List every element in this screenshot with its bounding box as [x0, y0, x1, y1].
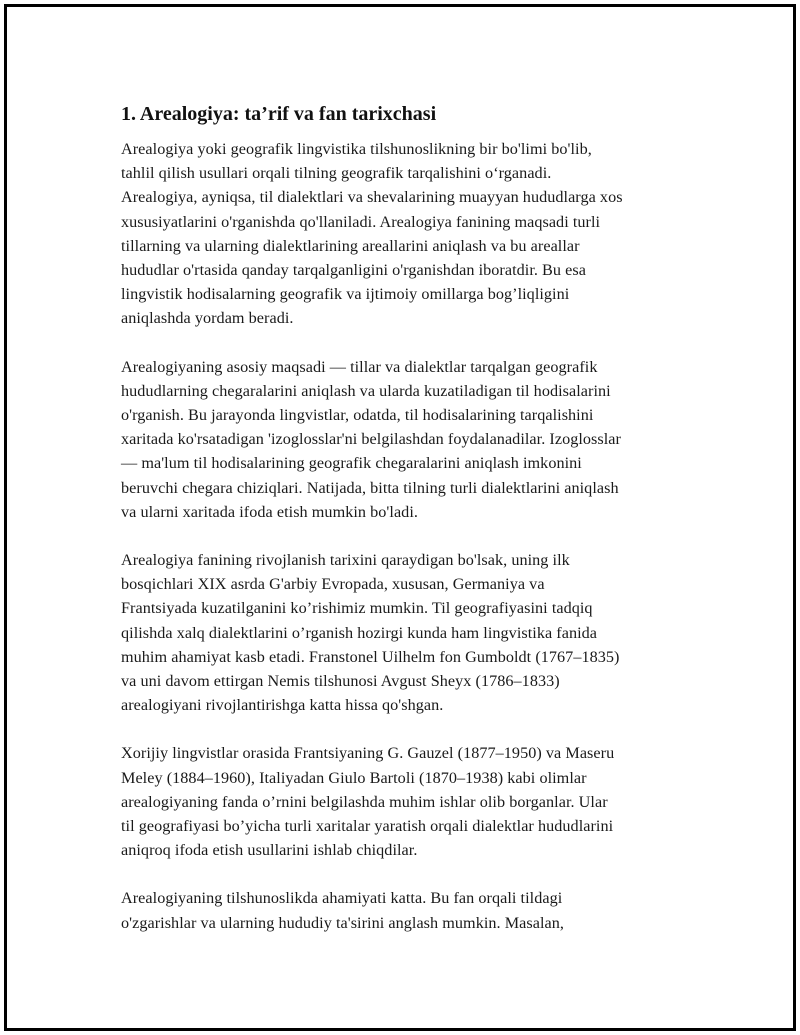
- text-line: qilishda xalq dialektlarini o’rganish hozirgi kunda ham lingvistika fanida: [121, 623, 598, 642]
- text-line: muhim ahamiyat kasb etadi. Franstonel Uilhelm fon Gumboldt (1767–1835): [121, 647, 620, 666]
- text-line: xaritada ko'rsatadigan 'izoglosslar'ni belgilashdan foydalanadilar. Izoglosslar: [121, 430, 621, 449]
- text-line: aniqlashda yordam beradi.: [121, 309, 294, 328]
- text-line: beruvchi chegara chiziqlari. Natijada, bitta tilning turli dialektlarini aniqlash: [121, 478, 619, 497]
- text-line: Frantsiyada kuzatilganini ko’rishimiz mumkin. Til geografiyasini tadqiq: [121, 599, 593, 618]
- text-line: arealogiyaning fanda o’rnini belgilashda muhim ishlar olib borganlar. Ular: [121, 792, 608, 811]
- text-line: va ularni xaritada ifoda etish mumkin bo'ladi.: [121, 502, 418, 521]
- document-body: [121, 101, 691, 959]
- text-line: Arealogiya fanining rivojlanish tarixini qaraydigan bo'lsak, uning ilk: [121, 551, 570, 570]
- text-line: tillarning va ularning dialektlarining areallarini aniqlash va bu areallar: [121, 236, 580, 255]
- text-line: til geografiyasi bo’yicha turli xaritalar yaratish orqali dialektlar hududlarini: [121, 817, 614, 836]
- text-line: Arealogiyaning tilshunoslikda ahamiyati katta. Bu fan orqali tildagi: [121, 889, 563, 908]
- text-line: aniqroq ifoda etish usullarini ishlab chiqdilar.: [121, 841, 418, 860]
- paragraph-definition: [121, 137, 691, 331]
- section-heading: 1. Arealogiya: ta’rif va fan tarixchasi: [121, 103, 437, 125]
- text-line: hududlarning chegaralarini aniqlash va ularda kuzatiladigan til hodisalarini: [121, 381, 611, 400]
- paragraph-purpose: [121, 355, 691, 524]
- text-line: arealogiyani rivojlantirishga katta hissa qo'shgan.: [121, 696, 444, 715]
- text-line: xususiyatlarini o'rganishda qo'llaniladi. Arealogiya fanining maqsadi turli: [121, 212, 601, 231]
- text-line: o'rganish. Bu jarayonda lingvistlar, odatda, til hodisalarining tarqalishini: [121, 406, 594, 425]
- text-line: hududlar o'rtasida qanday tarqalganligini o'rganishdan iboratdir. Bu esa: [121, 261, 586, 280]
- text-line: Xorijiy lingvistlar orasida Frantsiyaning G. Gauzel (1877–1950) va Maseru: [121, 744, 615, 763]
- text-line: Meley (1884–1960), Italiyadan Giulo Bartoli (1870–1938) kabi olimlar: [121, 768, 587, 787]
- text-line: lingvistik hodisalarning geografik va ijtimoiy omillarga bog’liqligini: [121, 285, 570, 304]
- page-frame: [4, 4, 796, 1031]
- text-line: bosqichlari XIX asrda G'arbiy Evropada, xususan, Germaniya va: [121, 575, 545, 594]
- paragraph-history: [121, 548, 691, 717]
- text-line: Arealogiyaning asosiy maqsadi — tillar va dialektlar tarqalgan geografik: [121, 357, 598, 376]
- text-line: Arealogiya yoki geografik lingvistika tilshunoslikning bir bo'limi bo'lib,: [121, 140, 592, 158]
- text-line: va uni davom ettirgan Nemis tilshunosi Avgust Sheyx (1786–1833): [121, 672, 560, 691]
- text-line: Arealogiya, ayniqsa, til dialektlari va shevalarining muayyan hududlarga xos: [121, 188, 623, 207]
- text-line: tahlil qilish usullari orqali tilning geografik tarqalishini o‘rganadi.: [121, 164, 552, 183]
- paragraph-importance: [121, 886, 691, 934]
- text-line: o'zgarishlar va ularning hududiy ta'sirini anglash mumkin. Masalan,: [121, 913, 565, 932]
- paragraph-foreign-linguists: [121, 741, 691, 862]
- text-line: — ma'lum til hodisalarining geografik chegaralarini aniqlash imkonini: [121, 454, 582, 473]
